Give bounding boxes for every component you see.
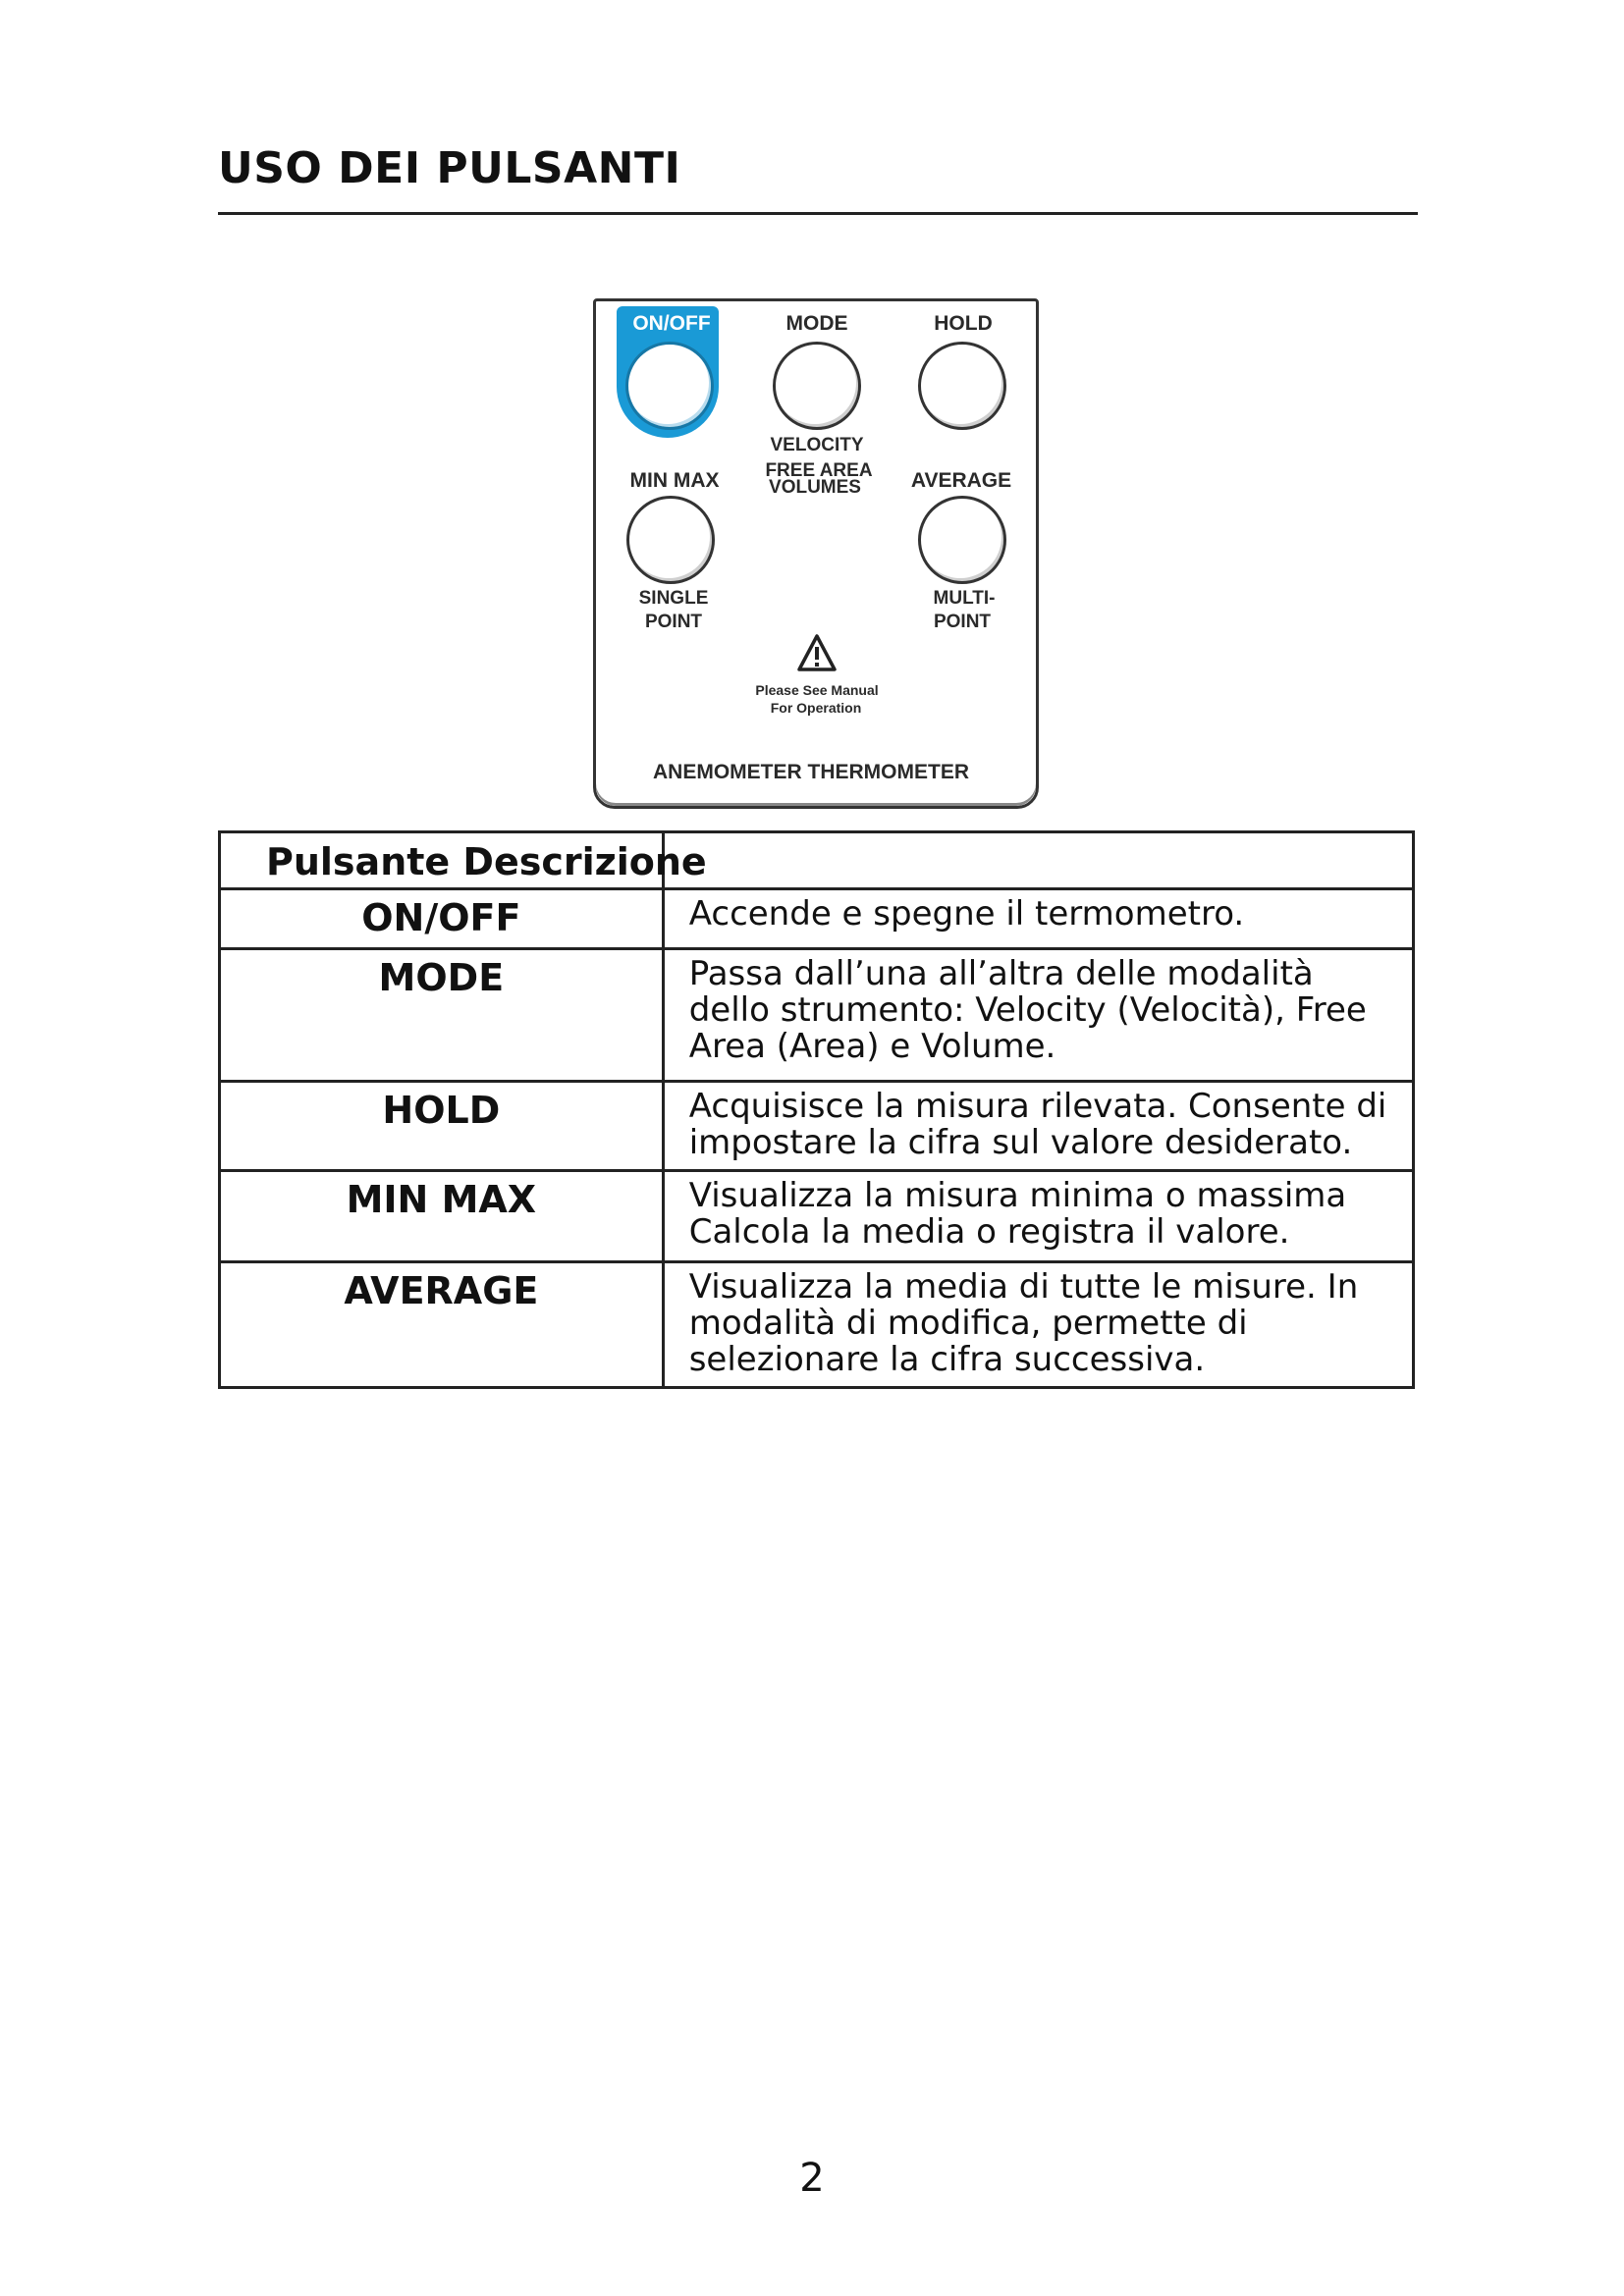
min-max-label: MIN MAX bbox=[629, 469, 720, 492]
page-number: 2 bbox=[799, 2156, 825, 2201]
table-header-spacer bbox=[663, 832, 1413, 889]
table-row-button: ON/OFF bbox=[220, 889, 664, 949]
multi-label: MULTI- bbox=[933, 588, 996, 609]
mode-knob[interactable] bbox=[773, 342, 861, 430]
hold-knob[interactable] bbox=[918, 342, 1006, 430]
table-row bbox=[220, 1082, 1414, 1171]
table-row-button: AVERAGE bbox=[220, 1262, 664, 1388]
table-row bbox=[220, 1262, 1414, 1388]
average-knob[interactable] bbox=[918, 496, 1006, 584]
on-off-label: ON/OFF bbox=[632, 312, 711, 335]
warning-line-1: Please See Manual bbox=[755, 682, 879, 698]
table-header-cell bbox=[220, 832, 707, 889]
title-rule bbox=[218, 212, 1418, 215]
button-description-table bbox=[218, 830, 1415, 1389]
single-point-label: POINT bbox=[644, 612, 703, 632]
device-footer-label: ANEMOMETER THERMOMETER bbox=[653, 761, 969, 783]
table-header-row bbox=[220, 832, 1414, 889]
table-row-description: Visualizza la misura minima o massima Calcola la media o registra il valore. bbox=[663, 1171, 1413, 1262]
average-label: AVERAGE bbox=[910, 469, 1012, 492]
on-off-knob[interactable] bbox=[625, 342, 714, 430]
table-row bbox=[220, 949, 1414, 1082]
mode-label: MODE bbox=[785, 312, 848, 335]
table-row bbox=[220, 889, 1414, 949]
multi-point-label: POINT bbox=[933, 612, 992, 632]
warning-line-2: For Operation bbox=[770, 700, 862, 716]
min-max-knob[interactable] bbox=[626, 496, 715, 584]
warning-triangle-icon bbox=[796, 633, 838, 672]
table-row-description: Visualizza la media di tutte le misure. In modalità di modifica, permette di selezionare la cifra successiva. bbox=[663, 1262, 1413, 1388]
table-row-button: MIN MAX bbox=[220, 1171, 664, 1262]
table-row-description: Accende e spegne il termometro. bbox=[663, 889, 1413, 949]
hold-label: HOLD bbox=[934, 312, 993, 335]
table-row-button: HOLD bbox=[220, 1082, 664, 1171]
volumes-label: VOLUMES bbox=[769, 477, 861, 498]
table-row-description: Passa dall’una all’altra delle modalità dello strumento: Velocity (Velocità), Free Area (Area) e Volume. bbox=[663, 949, 1413, 1082]
free-area-label: FREE AREA bbox=[765, 460, 873, 481]
table-row bbox=[220, 1171, 1414, 1262]
table-header-text: Pulsante Descrizione bbox=[266, 840, 707, 883]
table-row-description: Acquisisce la misura rilevata. Consente di impostare la cifra sul valore desiderato. bbox=[663, 1082, 1413, 1171]
table-row-button: MODE bbox=[220, 949, 664, 1082]
single-label: SINGLE bbox=[638, 588, 709, 609]
page-title: USO DEI PULSANTI bbox=[218, 143, 681, 193]
velocity-label: VELOCITY bbox=[770, 435, 864, 455]
